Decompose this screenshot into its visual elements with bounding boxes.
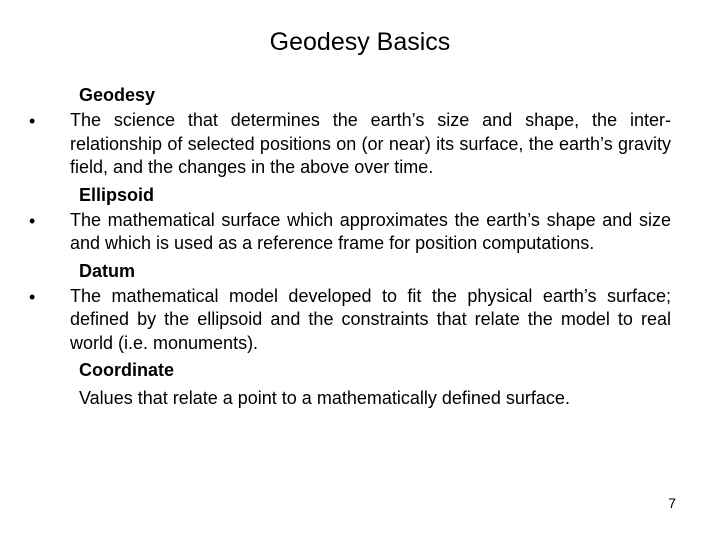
definition-text: The mathematical surface which approximates the earth’s shape and size and which is used as a reference frame for position computations. — [70, 209, 671, 253]
definition-coordinate: Values that relate a point to a mathematically defined surface. — [79, 388, 570, 408]
term-geodesy: Geodesy — [79, 85, 156, 105]
page-number: 7 — [668, 495, 676, 511]
slide-title: Geodesy Basics — [269, 28, 451, 56]
definition-geodesy — [0, 108, 671, 182]
term-datum: Datum — [79, 260, 136, 281]
bullet-marker: • — [29, 111, 36, 131]
definition-datum — [0, 284, 671, 358]
definition-ellipsoid — [0, 208, 671, 258]
definition-text: The mathematical model developed to fit the physical earth’s surface; defined by the ellipsoid and the constraints that relate the model to real world (i.e. monuments). — [70, 285, 671, 353]
term-coordinate: Coordinate — [79, 360, 175, 380]
definition-text: The science that determines the earth’s size and shape, the inter-relationship of selected positions on (or near) its surface, the earth’s gravity field, and the changes in the above over time. — [70, 110, 671, 177]
term-ellipsoid: Ellipsoid — [79, 184, 155, 205]
bullet-marker: • — [29, 286, 36, 307]
slide-content — [0, 82, 720, 413]
bullet-marker: • — [29, 210, 36, 231]
